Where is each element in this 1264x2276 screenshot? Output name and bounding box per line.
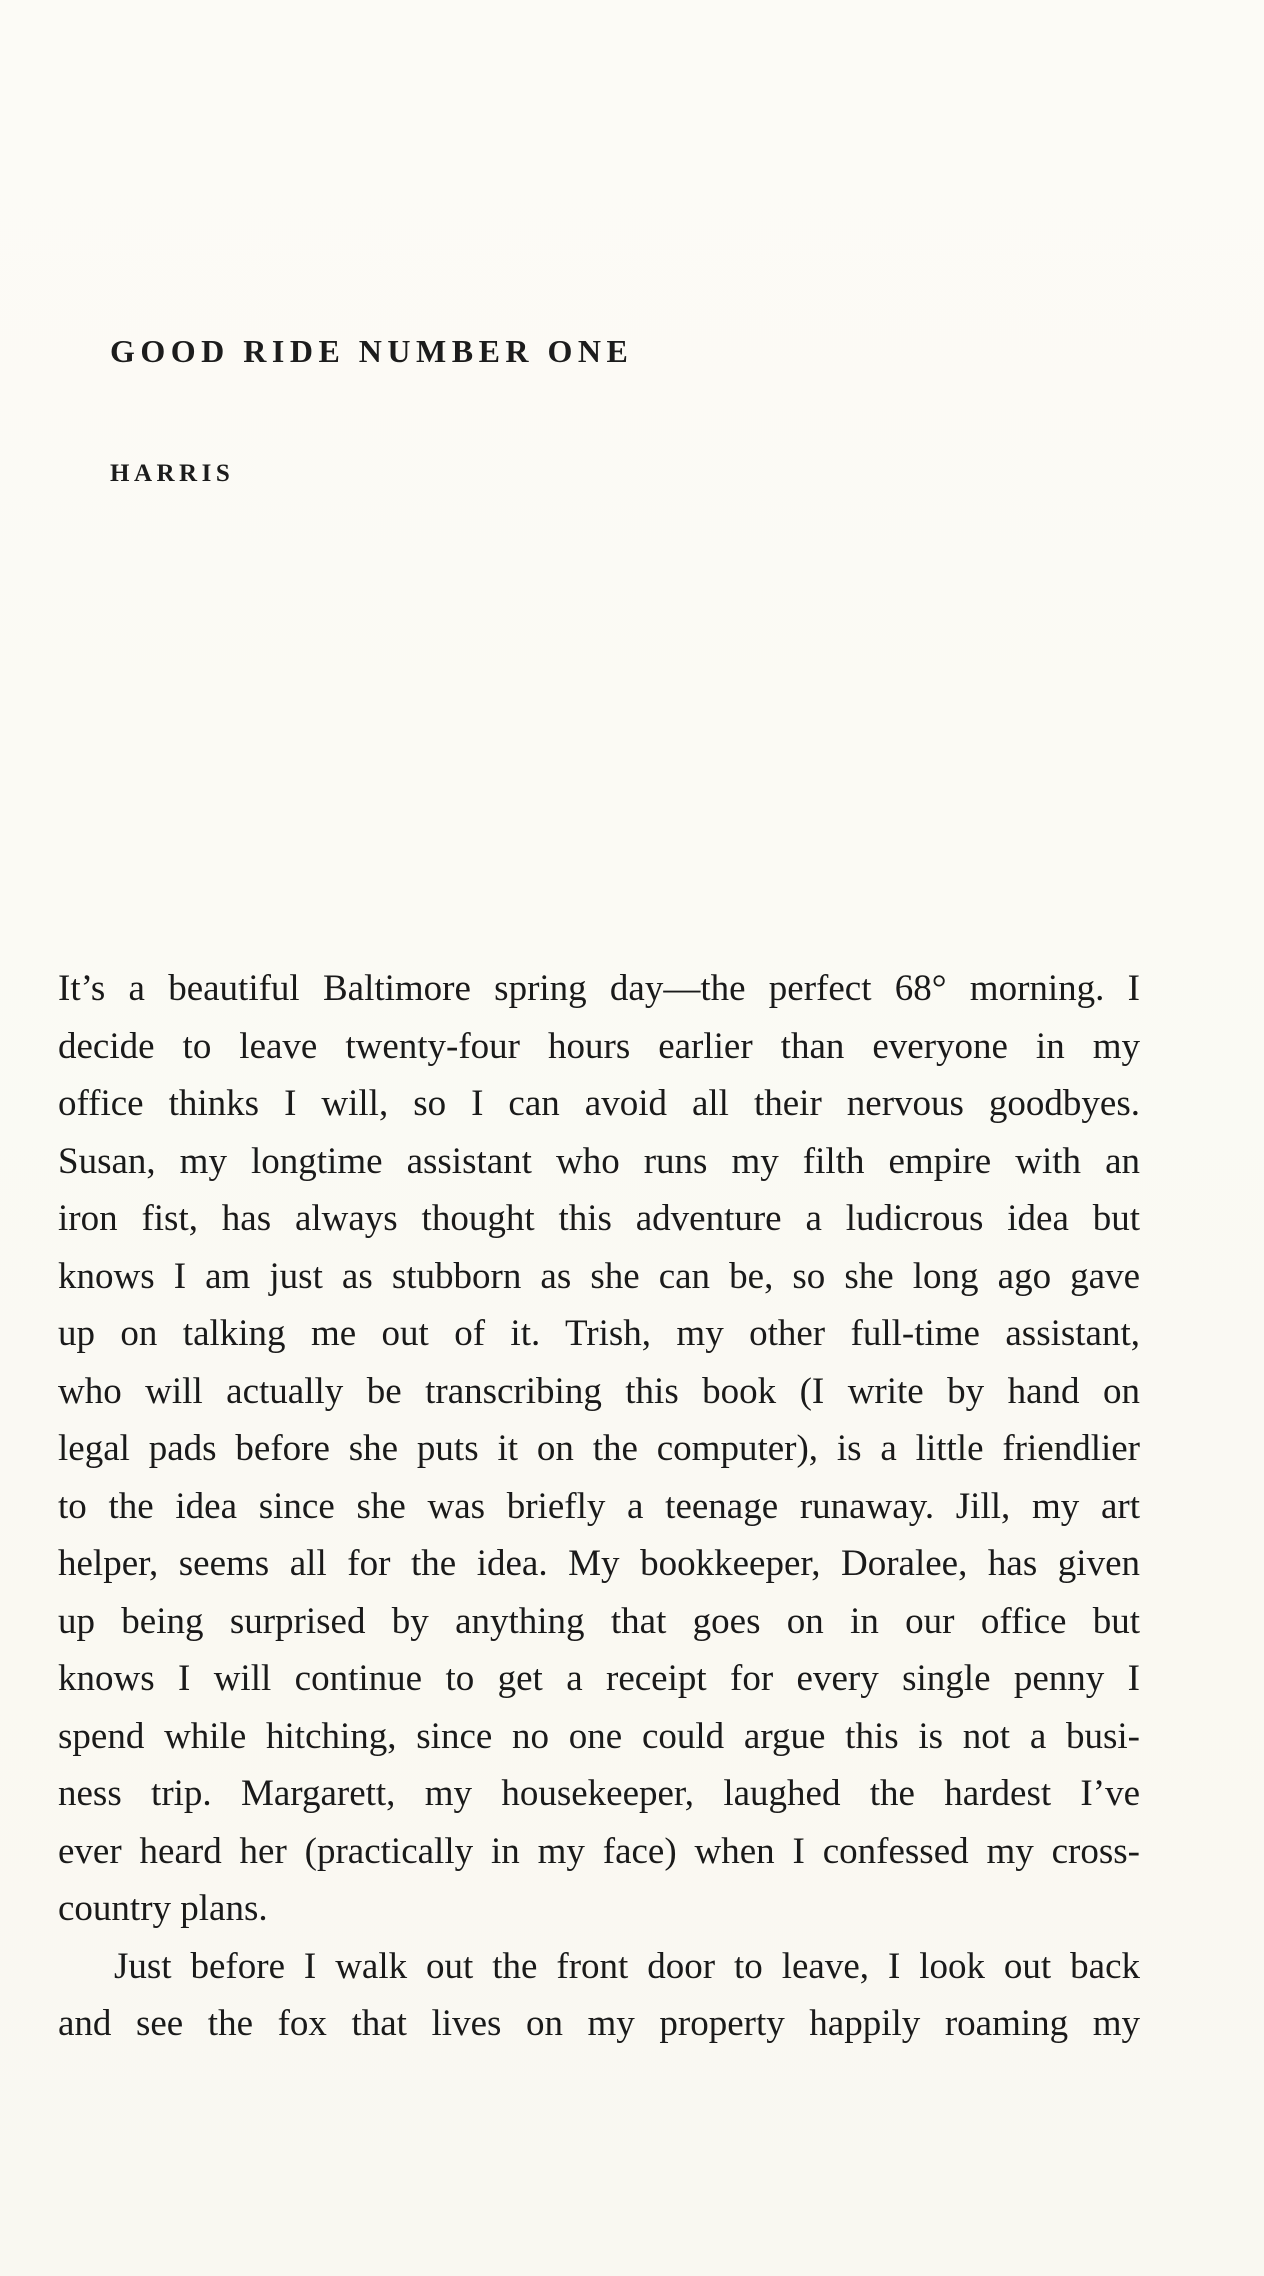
text-line: office thinks I will, so I can avoid all their nervous goodbyes. <box>58 1083 1140 1124</box>
text-line: It’s a beautiful Baltimore spring day—the perfect 68° morning. I <box>58 968 1140 1009</box>
text-line: spend while hitching, since no one could argue this is not a busi- <box>58 1715 1140 1757</box>
body-text <box>58 960 1140 2053</box>
text-line: decide to leave twenty-four hours earlier than everyone in my <box>58 1025 1140 1067</box>
text-line: to the idea since she was briefly a teenage runaway. Jill, my art <box>58 1485 1140 1527</box>
text-line: legal pads before she puts it on the computer), is a little friendlier <box>58 1428 1140 1469</box>
chapter-title: GOOD RIDE NUMBER ONE <box>110 333 634 369</box>
chapter-subtitle: HARRIS <box>110 460 235 487</box>
text-line: up on talking me out of it. Trish, my other full-time assistant, <box>58 1313 1140 1354</box>
text-line: ness trip. Margarett, my housekeeper, laughed the hardest I’ve <box>58 1773 1140 1814</box>
text-line: knows I am just as stubborn as she can be, so she long ago gave <box>58 1255 1140 1297</box>
text-line: who will actually be transcribing this book (I write by hand on <box>58 1370 1140 1412</box>
text-line: helper, seems all for the idea. My bookkeeper, Doralee, has given <box>58 1543 1140 1584</box>
text-line: Susan, my longtime assistant who runs my filth empire with an <box>58 1140 1140 1182</box>
text-line: up being surprised by anything that goes on in our office but <box>58 1600 1140 1642</box>
text-line: country plans. <box>58 1888 268 1929</box>
text-line: iron fist, has always thought this adventure a ludicrous idea but <box>58 1198 1140 1239</box>
text-line: knows I will continue to get a receipt for every single penny I <box>58 1658 1140 1699</box>
text-line: Just before I walk out the front door to leave, I look out back <box>114 1945 1140 1987</box>
text-line: and see the fox that lives on my property happily roaming my <box>58 2003 1140 2044</box>
text-line: ever heard her (practically in my face) when I confessed my cross- <box>58 1830 1140 1872</box>
